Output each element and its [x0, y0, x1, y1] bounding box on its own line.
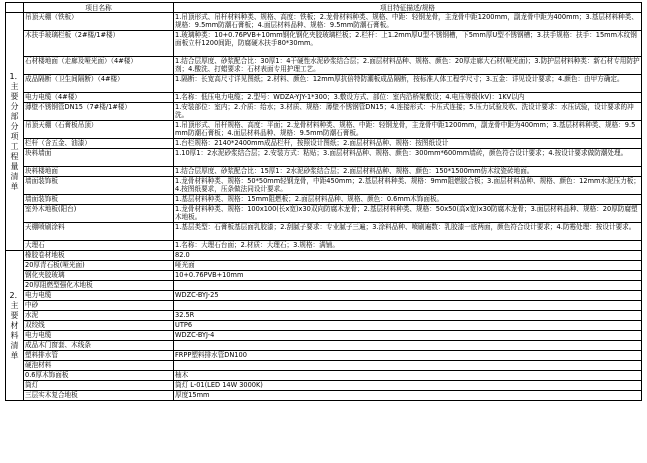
item-name-cell: 薄壁不锈钢管DN15（7#楼/1#楼） — [24, 103, 174, 121]
item-name-cell: 中砂 — [24, 301, 174, 311]
table-row — [6, 149, 642, 167]
item-name-cell: 室外木地板(阳台) — [24, 205, 174, 223]
item-desc-cell: 82.0 — [174, 251, 642, 261]
item-name-cell: 石材楼地面（走廊及哑光面）（4#楼） — [24, 57, 174, 75]
item-desc-cell: WDZC-BYJ-4 — [174, 331, 642, 341]
table-row — [6, 31, 642, 57]
item-name-cell: 20厚阻燃型强化木地板 — [24, 281, 174, 291]
item-name-cell: 大理石 — [24, 241, 174, 251]
table-row — [6, 167, 642, 177]
item-desc-cell: 1.基层材料种类、规格：15mm阻燃板；2.面层材料品种、规格、颜色：0.6mm木饰面板。 — [174, 195, 642, 205]
item-name-cell: 吊顶天棚（铁板） — [24, 13, 174, 31]
table-row — [6, 311, 642, 321]
table-row — [6, 139, 642, 149]
item-name-cell: 块料楼地面 — [24, 167, 174, 177]
item-desc-cell: UTP6 — [174, 321, 642, 331]
table-row — [6, 351, 642, 361]
item-name-cell: 硬泡材料 — [24, 361, 174, 371]
item-desc-cell: 1.安装部位：室内；2.介质：给水；3.材质、规格：薄壁不锈钢管DN15；4.连接形式：卡压式连接；5.压力试验及吹、洗设计要求：水压试验，设计要求的冲洗。 — [174, 103, 642, 121]
spec-table — [5, 2, 642, 401]
item-desc-cell — [174, 361, 642, 371]
section-label — [6, 13, 24, 251]
table-row — [6, 371, 642, 381]
table-row — [6, 381, 642, 391]
table-row — [6, 241, 642, 251]
item-desc-cell: 筒灯 L-01(LED 14W 3000K) — [174, 381, 642, 391]
item-desc-cell: 1.玻璃种类：10+0.76PVB+10mm钢化钢化夹胶玻璃栏板；2.栏杆：上1.2mm厚U型不锈钢槽，下5mm厚U型不锈钢槽；3.扶手规格：扶手：15mm木纹钢面板立杆1200间距，防腐硬木扶手80*30mm。 — [174, 31, 642, 57]
item-desc-cell — [174, 301, 642, 311]
table-row — [6, 93, 642, 103]
item-desc-cell — [174, 281, 642, 291]
item-desc-cell: 1.吊顶形式、吊杆材料种类、规格、高度：铁板；2.龙骨材料种类、规格、中距：轻钢龙骨，主龙骨中距1200mm，副龙骨中距为400mm；3.基层材料种类、规格：9.5mm防潮石膏板；4.面层材料品种、规格：9.5mm防潮石膏板。 — [174, 13, 642, 31]
table-row — [6, 121, 642, 139]
table-row — [6, 195, 642, 205]
item-name-cell: 栏杆（含五金、油漆） — [24, 139, 174, 149]
section-label-text: 1．主要分部分项工程量清单 — [9, 71, 23, 191]
table-row — [6, 177, 642, 195]
table-body — [6, 13, 642, 401]
item-desc-cell: 1.龙骨材料种类、规格：50*50mm轻钢龙骨，中距450mm；2.基层材料种类、规格：9mm阻燃胶合板；3.面层材料品种、规格、颜色：12mm水泥压力板；4.按图纸要求，压条做法同设计要求。 — [175, 177, 640, 193]
item-name-cell: 墙面装饰板 — [24, 177, 174, 195]
table-row — [6, 301, 642, 311]
item-name-cell: 0.6厚木饰面板 — [24, 371, 174, 381]
item-desc-cell: FRPP塑料排水管DN100 — [174, 351, 642, 361]
item-desc-cell: 1.10厚1：2水泥砂浆结合层；2.安装方式：粘贴；3.面层材料品种、规格、颜色：300mm*600mm墙砖，颜色符合设计要求；4.按设计要求做防潮处理。 — [174, 149, 642, 167]
section-label — [6, 251, 24, 401]
item-name-cell: 墙面装饰板 — [24, 195, 174, 205]
section-label-text: 2．主要材料清单 — [9, 290, 23, 360]
header-row — [6, 3, 642, 13]
table-row — [6, 281, 642, 291]
item-name-cell: 塑料排水管 — [24, 351, 174, 361]
item-name-cell: 筒灯 — [24, 381, 174, 391]
item-name-cell: 块料墙面 — [24, 149, 174, 167]
item-name-cell: 双绞线 — [24, 321, 174, 331]
item-name-cell: 电力电缆 — [24, 291, 174, 301]
item-desc-cell: 哑光面 — [174, 261, 642, 271]
item-name-cell: 三层实木复合地板 — [24, 391, 174, 401]
item-name-cell: 钢化夹胶玻璃 — [24, 271, 174, 281]
item-name-cell: 20厚青石板(哑光面) — [24, 261, 174, 271]
table-row — [6, 205, 642, 223]
header-blank — [6, 3, 24, 13]
item-desc-cell: 1.结合层厚度、砂浆配合比：30厚1：4干硬性水泥砂浆结合层；2.面层材料品种、规格、颜色：20厚走廊大石材(哑光面)；3.防护层材料种类：新石材专用防护剂；4.酸洗、打蜡要求：石材表面专用护理工艺。 — [175, 57, 640, 73]
item-desc-cell: 1.隔断：长宽高尺寸详见图纸；2.材料、颜色：12mm厚抗倍特防潮板成品隔断，按标准人体工程学尺寸；3.五金：详见设计要求；4.颜色：由甲方确定。 — [174, 75, 642, 93]
table-row — [6, 13, 642, 31]
table-row — [6, 251, 642, 261]
item-desc-cell: 1.吊顶形式、吊杆规格、高度：平面；2.龙骨材料种类、规格、中距：轻钢龙骨，主龙骨中距1200mm，副龙骨中距为400mm；3.基层材料种类、规格：9.5mm防潮石膏板；4.面层材料品种、规格：9.5mm防潮石膏板。 — [174, 121, 642, 139]
table-row — [6, 271, 642, 281]
item-desc-cell: 1.基层类型：石膏板基层面乳胶漆；2.刮腻子要求：专业腻子三遍；3.涂料品种、喷刷遍数：乳胶漆一底两面，颜色符合设计要求；4.防霉处理：按设计要求。 — [174, 223, 642, 241]
item-desc-cell: 1.结合层厚度、砂浆配合比：15厚1：2水泥砂浆结合层；2.面层材料品种、规格、颜色：150*1500mm仿木纹瓷砖地面。 — [174, 167, 642, 177]
item-name-cell: 电力电缆（4#楼） — [24, 93, 174, 103]
table-row — [6, 291, 642, 301]
table-row — [6, 391, 642, 401]
table-row — [6, 341, 642, 351]
item-name-cell: 橡胶卷材地板 — [24, 251, 174, 261]
table-row — [6, 331, 642, 341]
item-name-cell: 成品隔断（卫生间隔断）（4#楼） — [24, 75, 174, 93]
header-item-name: 项目名称 — [24, 3, 174, 13]
item-desc-cell: 10+0.76PVB+10mm — [174, 271, 642, 281]
item-desc-cell: 32.5R — [174, 311, 642, 321]
item-name-cell: 电力电缆 — [24, 331, 174, 341]
table-row — [6, 75, 642, 93]
item-name-cell: 水泥 — [24, 311, 174, 321]
item-name-cell: 吊顶天棚（石膏板吊顶） — [24, 121, 174, 139]
table-row — [6, 57, 642, 75]
header-item-desc: 项目特征描述/规格 — [174, 3, 642, 13]
table-row — [6, 223, 642, 241]
item-desc-cell — [174, 341, 642, 351]
item-name-cell: 天棚喷刷涂料 — [24, 223, 174, 241]
table-row — [6, 261, 642, 271]
table-row — [6, 361, 642, 371]
item-desc-cell: 1.台栏规格：2140*2400mm成品栏杆，按照设计图纸；2.面层材料品种、规格：按图纸设计 — [174, 139, 642, 149]
item-desc-cell: 1.名称：低压电力电缆；2.型号：WDZA-YJY-1*300；3.敷设方式、部位：室内沿桥架敷设；4.电压等级(kV)：1KV以内 — [174, 93, 642, 103]
item-desc-cell: 1.名称：大理石台面；2.材质：大理石；3.规格：满铺。 — [174, 241, 642, 251]
item-desc-cell: 厚度15mm — [174, 391, 642, 401]
table-row — [6, 103, 642, 121]
item-desc-cell: 柚木 — [174, 371, 642, 381]
item-name-cell: 成品木门窗套、木线条 — [24, 341, 174, 351]
item-name-cell: 木扶手玻璃栏板（2#楼/1#楼） — [24, 31, 174, 57]
item-desc-cell: WDZC-BYJ-25 — [174, 291, 642, 301]
table-row — [6, 321, 642, 331]
item-desc-cell: 1.龙骨材料种类、规格：100x100(长x宽)x30双向防腐木龙骨；2.基层材料种类、规格：50x50(高x宽)x30防腐木龙骨；3.面层材料品种、规格：20厚防腐塑木地板。 — [174, 205, 642, 223]
